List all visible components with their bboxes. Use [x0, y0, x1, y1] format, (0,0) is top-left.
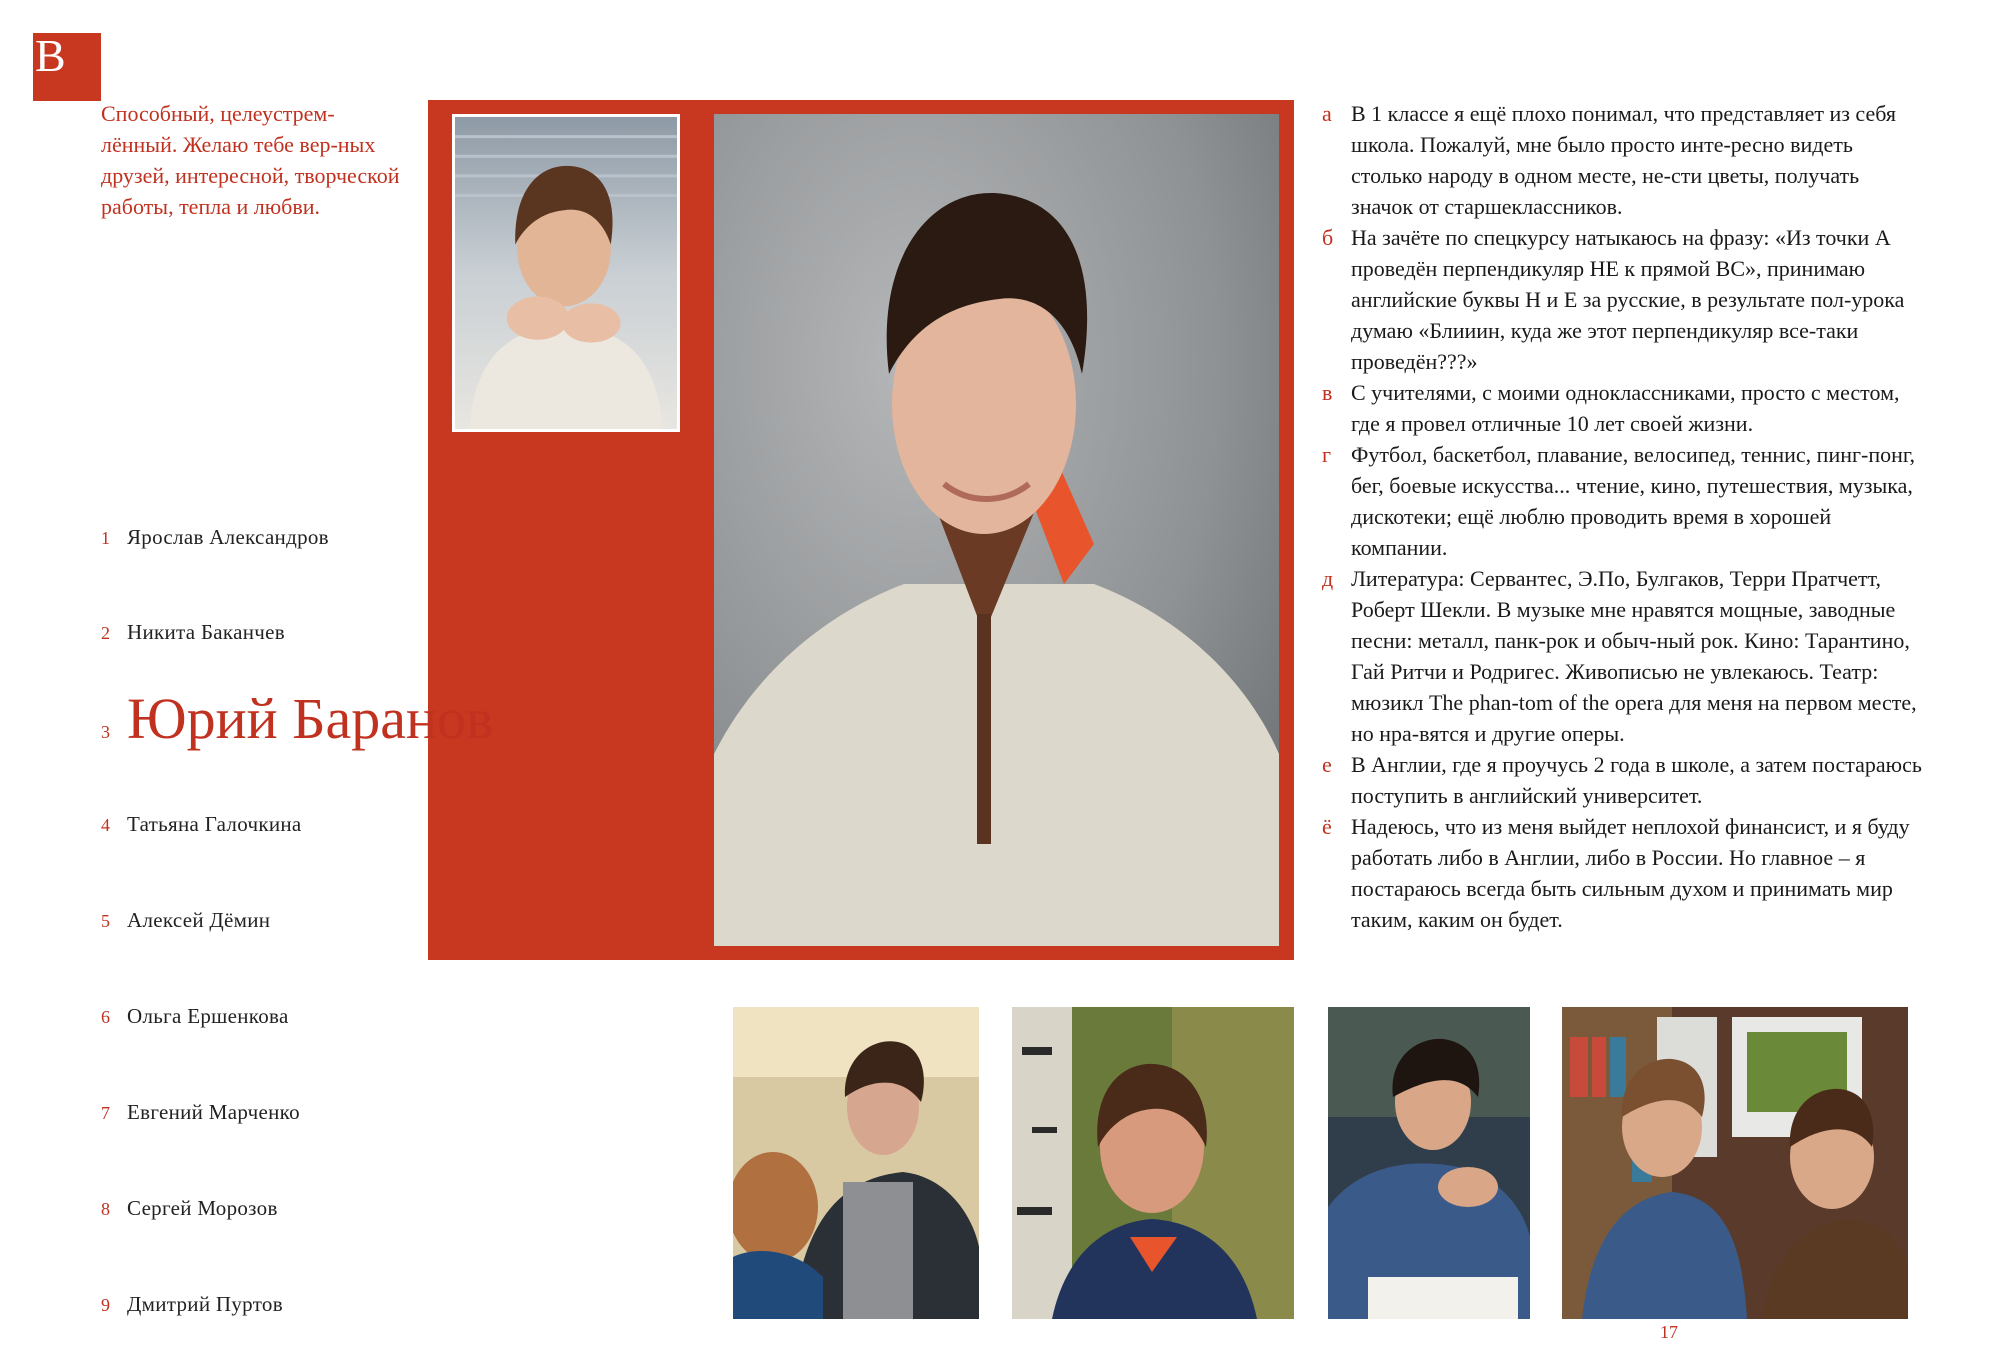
student-item [101, 525, 329, 550]
student-name: Дмитрий Пуртов [127, 1292, 283, 1316]
student-name: Ярослав Александров [127, 525, 329, 549]
answer-item [1322, 439, 1922, 563]
student-number: 9 [101, 1295, 110, 1315]
answer-marker: в [1322, 380, 1333, 405]
answer-item [1322, 563, 1922, 749]
candid-photo-1 [733, 1007, 979, 1319]
answer-marker: г [1322, 442, 1332, 467]
answer-text: Надеюсь, что из меня выйдет неплохой финансист, и я буду работать либо в Англии, либо в России. Но главное – я постараюсь всегда быть сильным духом и принимать мир таким, каким он будет. [1351, 814, 1910, 932]
student-item-current [101, 685, 493, 752]
answer-marker: а [1322, 101, 1332, 126]
candid-photo-3 [1328, 1007, 1530, 1319]
answer-item [1322, 377, 1922, 439]
student-item [101, 1196, 278, 1221]
student-name: Татьяна Галочкина [127, 812, 302, 836]
student-item [101, 1292, 283, 1317]
section-letter: В [35, 30, 66, 81]
student-number: 7 [101, 1103, 110, 1123]
student-number: 4 [101, 815, 110, 835]
answer-marker: е [1322, 752, 1332, 777]
page-number: 17 [1660, 1322, 1678, 1342]
student-name: Никита Баканчев [127, 620, 285, 644]
answer-marker: б [1322, 225, 1334, 250]
answer-item [1322, 222, 1922, 377]
student-number: 6 [101, 1007, 110, 1027]
student-name: Сергей Морозов [127, 1196, 278, 1220]
answers-column [1322, 98, 1922, 935]
student-number: 5 [101, 911, 110, 931]
answer-item [1322, 811, 1922, 935]
student-item [101, 1004, 289, 1029]
student-name: Ольга Ершенкова [127, 1004, 289, 1028]
answer-text: В Англии, где я проучусь 2 года в школе, а затем постараюсь поступить в английский университет. [1351, 752, 1922, 808]
student-item [101, 812, 302, 837]
answer-marker: д [1322, 566, 1334, 591]
student-name-current: Юрий Баранов [127, 686, 494, 751]
answer-item [1322, 749, 1922, 811]
student-name: Евгений Марченко [127, 1100, 300, 1124]
student-number: 2 [101, 623, 110, 643]
answer-text: Футбол, баскетбол, плавание, велосипед, теннис, пинг-понг, бег, боевые искусства... чтение, кино, путешествия, музыка, дискотеки; ещё люблю проводить время в хорошей компании. [1351, 442, 1915, 560]
candid-photo-2 [1012, 1007, 1294, 1319]
student-name: Алексей Дёмин [127, 908, 271, 932]
student-number: 1 [101, 528, 110, 548]
answer-text: Литература: Сервантес, Э.По, Булгаков, Терри Пратчетт, Роберт Шекли. В музыке мне нравятся мощные, заводные песни: металл, панк-рок и обыч-ный рок. Кино: Тарантино, Гай Ритчи и Родригес. Живописью не увлекаюсь. Театр: мюзикл The phan-tom of the opera для меня на первом месте, но нра-вятся и другие оперы. [1351, 566, 1917, 746]
answer-text: С учителями, с моими одноклассниками, просто с местом, где я провел отличные 10 лет своей жизни. [1351, 380, 1900, 436]
student-number: 3 [101, 722, 110, 742]
main-portrait-photo [714, 114, 1279, 946]
wish-text: Способный, целеустрем-лённый. Желаю тебе вер-ных друзей, интересной, творческой работы, тепла и любви. [101, 101, 400, 219]
candid-photo-4 [1562, 1007, 1908, 1319]
childhood-photo [452, 114, 680, 432]
answer-text: На зачёте по спецкурсу натыкаюсь на фразу: «Из точки А проведён перпендикуляр НЕ к прямой ВС», принимаю английские буквы Н и Е за русские, в результате пол-урока думаю «Блииин, куда же этот перпендикуляр все-таки проведён???» [1351, 225, 1905, 374]
answer-text: В 1 классе я ещё плохо понимал, что представляет из себя школа. Пожалуй, мне было просто инте-ресно видеть столько народу в одном месте, не-сти цветы, получать значок от старшеклассников. [1351, 101, 1896, 219]
answer-marker: ё [1322, 814, 1332, 839]
student-item [101, 1100, 300, 1125]
student-item [101, 908, 270, 933]
student-number: 8 [101, 1199, 110, 1219]
answer-item [1322, 98, 1922, 222]
student-item [101, 620, 285, 645]
section-badge [33, 30, 101, 101]
